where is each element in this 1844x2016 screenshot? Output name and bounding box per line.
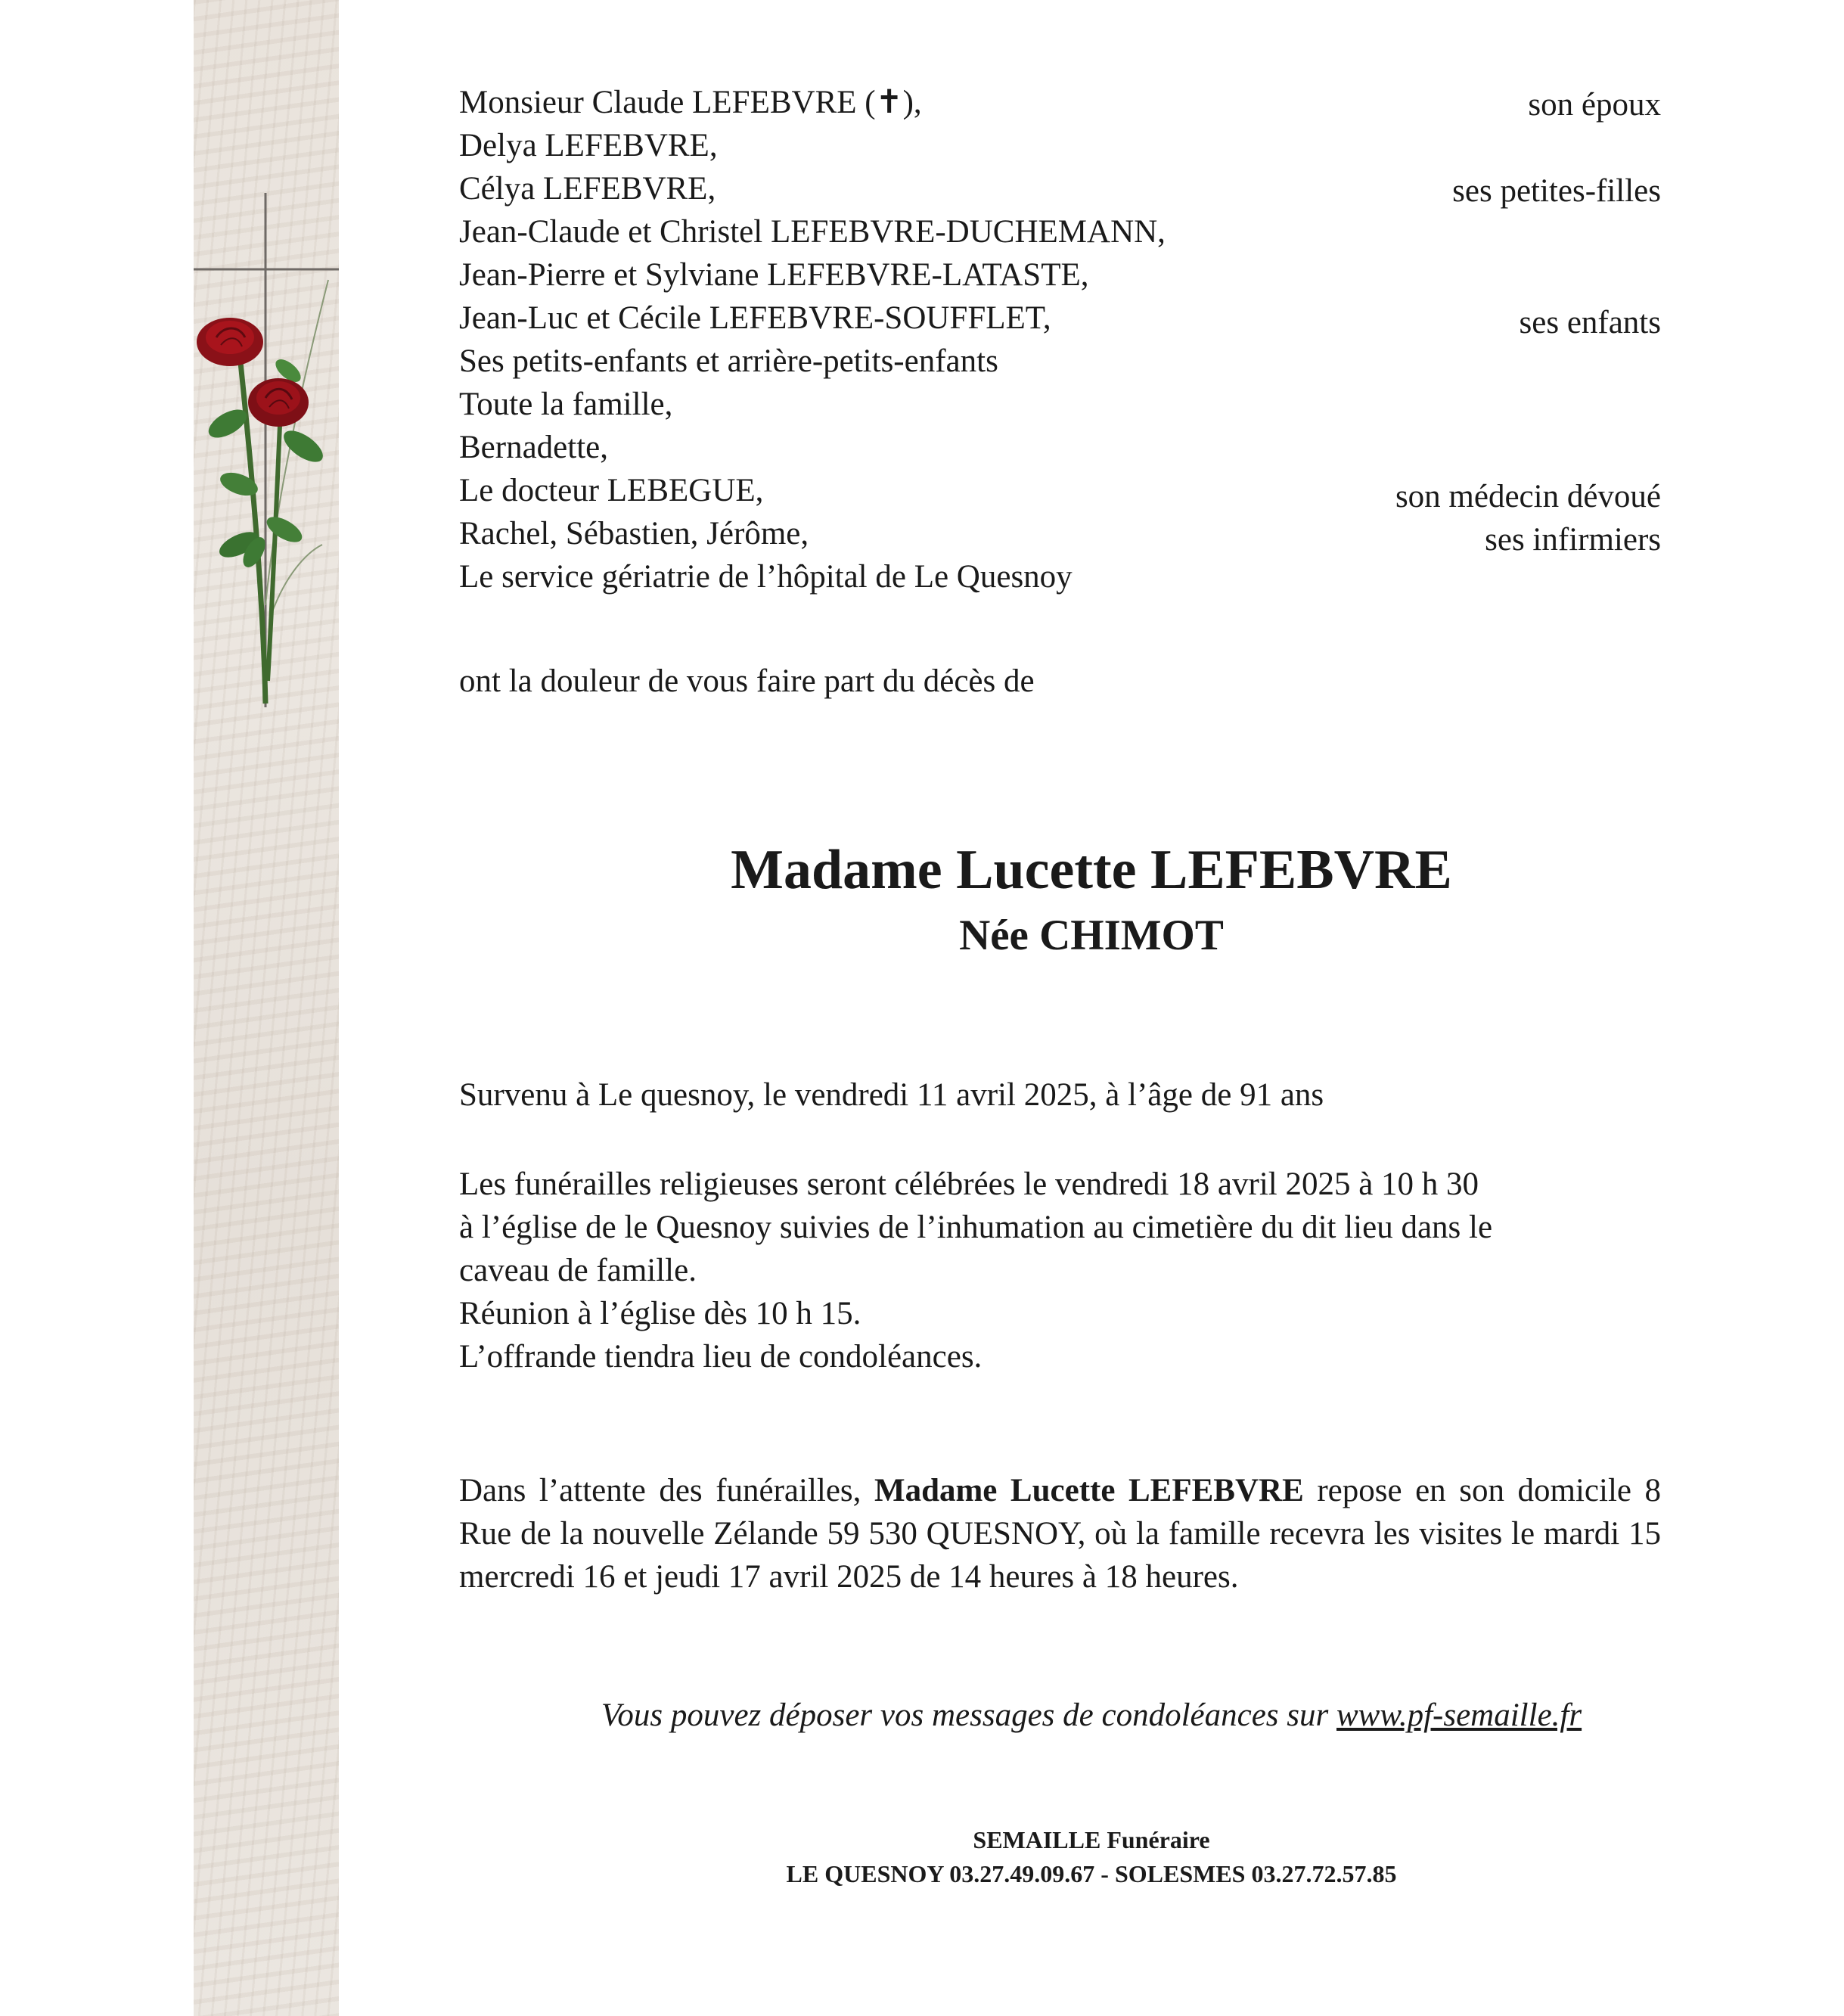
funeral-line: caveau de famille. [459,1253,697,1288]
family-line: Delya LEFEBVRE, [459,128,718,163]
deceased-maiden-name: Née CHIMOT [959,912,1224,959]
footer-company: SEMAILLE Funéraire [973,1826,1210,1853]
relation-enfants: ses enfants [1519,305,1661,340]
relation-medecin: son médecin dévoué [1395,479,1661,514]
family-line: Le docteur LEBEGUE, [459,473,764,508]
funeral-line: à l’église de le Quesnoy suivies de l’inhumation au cimetière du dit lieu dans le [459,1210,1493,1245]
relation-epoux: son époux [1528,87,1661,123]
visit-text-after: repose en son domicile 8 Rue de la nouvelle Zélande 59 530 QUESNOY, où la famille recevra les visites le mardi 15 mercredi 16 et jeudi 17 avril 2025 de 14 heures à 18 heures. [459,1473,1662,1595]
death-info: Survenu à Le quesnoy, le vendredi 11 avril 2025, à l’âge de 91 ans [459,1077,1324,1113]
family-line: Bernadette, [459,430,608,465]
footer-contacts: LE QUESNOY 03.27.49.09.67 - SOLESMES 03.27.72.57.85 [786,1860,1397,1887]
family-line: Le service gériatrie de l’hôpital de Le Quesnoy [459,559,1073,595]
family-line: Monsieur Claude LEFEBVRE (✝), [459,85,922,120]
family-line: Célya LEFEBVRE, [459,171,716,207]
rose-flower-top [197,318,263,366]
funeral-line: L’offrande tiendra lieu de condoléances. [459,1339,983,1375]
rose-leaf [278,424,328,468]
family-line: Jean-Luc et Cécile LEFEBVRE-SOUFFLET, [459,300,1051,336]
family-line: Toute la famille, [459,387,673,422]
condolences-website-link[interactable]: www.pf-semaille.fr [1336,1698,1582,1733]
relation-petites-filles: ses petites-filles [1452,173,1661,209]
funeral-line: Les funérailles religieuses seront célébrées le vendredi 18 avril 2025 à 10 h 30 [459,1166,1479,1202]
condolences-line [0,1694,1844,1737]
visit-paragraph [459,1469,1661,1598]
relation-infirmiers: ses infirmiers [1485,522,1661,558]
family-line: Jean-Pierre et Sylviane LEFEBVRE-LATASTE, [459,257,1089,293]
announcement-text: ont la douleur de vous faire part du décès de [459,663,1035,699]
family-line: Ses petits-enfants et arrière-petits-enfants [459,343,998,379]
deceased-name: Madame Lucette LEFEBVRE [731,839,1452,901]
visit-text-before: Dans l’attente des funérailles, [459,1473,861,1508]
family-line: Rachel, Sébastien, Jérôme, [459,516,809,551]
rose-flower-bottom [248,378,309,427]
rose-leaf [262,512,306,548]
visit-deceased-name: Madame Lucette LEFEBVRE [874,1473,1304,1508]
rose-stem [268,408,281,681]
family-line: Jean-Claude et Christel LEFEBVRE-DUCHEMANN, [459,214,1166,250]
condolences-text: Vous pouvez déposer vos messages de condoléances sur [601,1698,1329,1733]
funeral-line: Réunion à l’église dès 10 h 15. [459,1296,861,1331]
